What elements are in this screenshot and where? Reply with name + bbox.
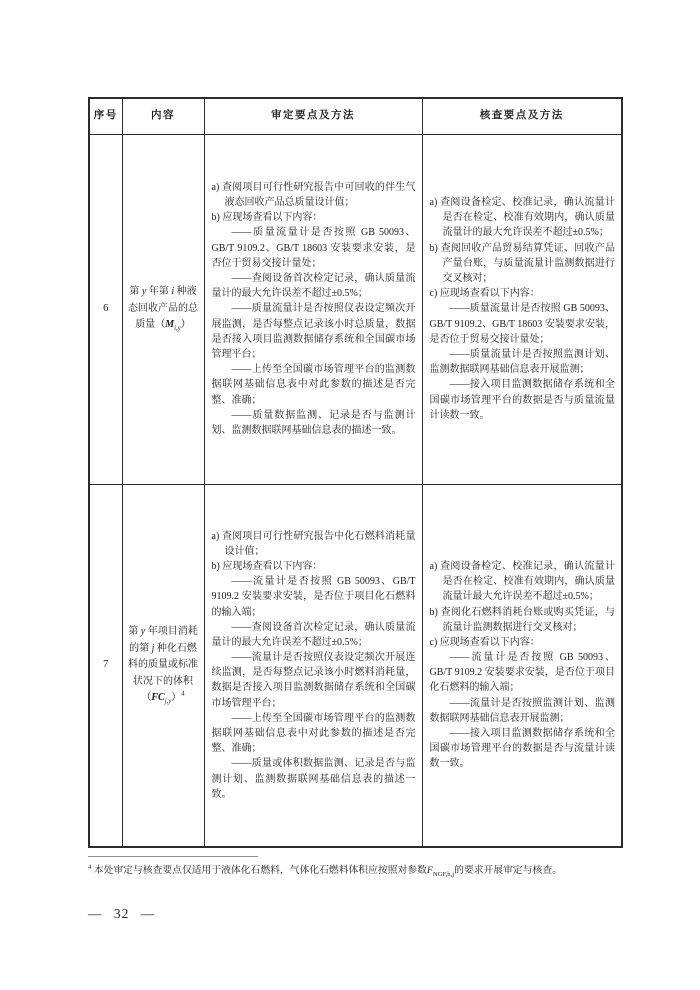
point-item: ——上传至全国碳市场管理平台的监测数据联网基础信息表中对此参数的描述是否完整、准确； <box>211 712 416 755</box>
point-item: a) 查阅设备检定、校准记录，确认流量计是否在检定、校准有效期内，确认质量流量计最大允许误差不超过±0.5%； <box>429 560 615 603</box>
parameter-name: 第 y 年第 i 种液态回收产品的总质量$(M_{i,y})$ <box>122 134 204 484</box>
point-item: ——质量流量计是否按照仪表设定频次开展监测，是否每整点记录该小时总质量，数据是否接入项目监测数据储存系统和全国碳市场管理平台； <box>211 303 416 360</box>
point-item: ——流量计是否按照监测计划、监测数据联网基础信息表开展监测； <box>429 697 615 724</box>
item-marker: b) <box>429 242 441 254</box>
col-header-content: 内容 <box>122 98 204 134</box>
item-marker: a) <box>211 530 222 542</box>
footnote-divider <box>88 856 258 857</box>
row-number: 6 <box>89 134 122 484</box>
audit-points-table <box>88 97 623 848</box>
point-item: b) 查阅化石燃料消耗台账或购买凭证，与流量计监测数据进行交叉核对； <box>429 606 615 633</box>
table-row <box>89 484 622 847</box>
point-item: ——查阅设备首次检定记录，确认质量流量计的最大允许误差不超过±0.5%； <box>211 273 416 300</box>
point-item: c) 应现场查看以下内容： <box>429 288 540 300</box>
point-item: ——质量或体积数据监测、记录是否与监测计划、监测数据联网基础信息表的描述一致。 <box>211 758 416 800</box>
point-item: b) 应现场查看以下内容： <box>211 212 323 224</box>
point-item: ——查阅设备首次检定记录，确认质量流量计的最大允许误差不超过±0.5%； <box>211 621 416 648</box>
col-header-verification: 审定要点及方法 <box>204 98 422 134</box>
point-item: ——流量计是否按照 GB 50093、GB/T 9109.2 安装要求安装，是否位于项目化石燃料的输入端； <box>429 652 615 694</box>
point-item: a) 查阅项目可行性研究报告中化石燃料消耗量设计值； <box>211 530 416 557</box>
item-marker: a) <box>429 197 441 209</box>
check-points-cell <box>422 134 622 484</box>
point-item: a) 查阅设备检定、校准记录，确认流量计是否在检定、校准有效期内，确认质量流量计的最大允许误差不超过±0.5%； <box>429 197 615 239</box>
point-item: ——质量流量计是否按照监测计划、监测数据联网基础信息表开展监测； <box>429 348 615 376</box>
item-marker: a) <box>429 560 441 572</box>
item-marker: c) <box>429 636 440 648</box>
check-points-cell <box>422 484 622 847</box>
point-item: ——流量计是否按照仪表设定频次开展连续监测，是否每整点记录该小时燃料消耗量，数据是否接入项目监测数据储存系统和全国碳市场管理平台； <box>211 652 416 709</box>
verification-points-cell <box>204 484 422 847</box>
item-marker: a) <box>211 181 222 193</box>
parameter-name: 第 y 年项目消耗的第 j 种化石燃料的质量或标准状况下的体积$(FC_{j,y})^4$ <box>122 484 204 847</box>
point-item: c) 应现场查看以下内容： <box>429 636 540 648</box>
footnote-area <box>88 856 616 879</box>
col-header-seq: 序号 <box>89 98 122 134</box>
item-marker: c) <box>429 288 440 300</box>
point-item: ——接入项目监测数据储存系统和全国碳市场管理平台的数据是否与流量计读数一致。 <box>429 728 615 770</box>
point-item: b) 应现场查看以下内容： <box>211 560 323 572</box>
verification-points-cell <box>204 134 422 484</box>
item-marker: b) <box>429 606 441 618</box>
col-header-check: 核查要点及方法 <box>422 98 622 134</box>
footnote-text: $^4$ 本处审定与核查要点仅适用于液体化石燃料，气体化石燃料体积应按照对参数$F_{NGF,h,j}$的要求开展审定与核查。 <box>88 863 562 878</box>
page-number: — 32 — <box>88 906 156 921</box>
table-header-row <box>89 98 622 134</box>
point-item: b) 查阅回收产品贸易结算凭证、回收产品产量台账，与质量流量计监测数据进行交叉核对； <box>429 242 615 285</box>
point-item: ——质量流量计是否按照 GB 50093、GB/T 9109.2、GB/T 18603 安装要求安装，是否位于贸易交接计量处； <box>429 303 615 345</box>
point-item: ——质量数据监测、记录是否与监测计划、监测数据联网基础信息表的描述一致。 <box>211 409 416 436</box>
point-item: ——质量流量计是否按照 GB 50093、GB/T 9109.2、GB/T 18603 安装要求安装，是否位于贸易交接计量处； <box>211 227 416 269</box>
row-number: 7 <box>89 484 122 847</box>
table-row <box>89 134 622 484</box>
item-marker: b) <box>211 560 223 572</box>
point-item: ——接入项目监测数据储存系统和全国碳市场管理平台的数据是否与质量流量计读数一致。 <box>429 379 615 421</box>
item-marker: b) <box>211 212 223 224</box>
point-item: ——上传至全国碳市场管理平台的监测数据联网基础信息表中对此参数的描述是否完整、准确； <box>211 364 416 406</box>
point-item: ——流量计是否按照 GB 50093、GB/T 9109.2 安装要求安装，是否位于项目化石燃料的输入端； <box>211 576 416 618</box>
point-item: a) 查阅项目可行性研究报告中可回收的伴生气液态回收产品总质量设计值； <box>211 181 416 209</box>
